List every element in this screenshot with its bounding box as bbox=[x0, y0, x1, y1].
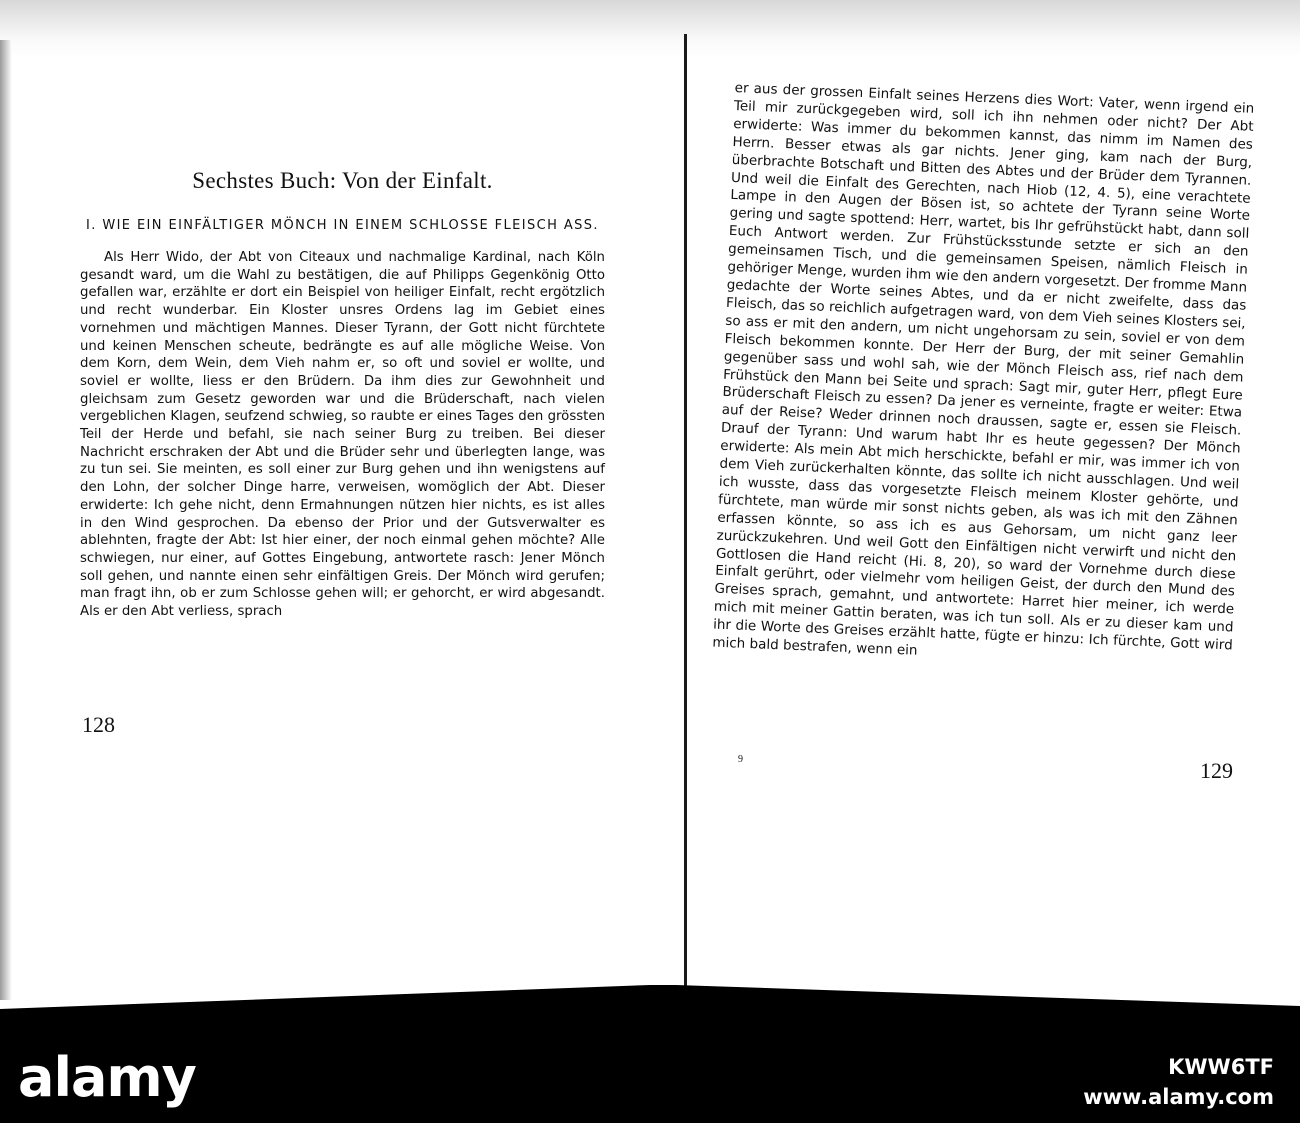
right-page-number: 129 bbox=[1200, 758, 1233, 783]
left-page-edge bbox=[0, 40, 12, 1000]
left-page-number: 128 bbox=[82, 712, 115, 737]
signature-mark: 9 bbox=[738, 754, 743, 765]
watermark-code bbox=[1083, 1052, 1274, 1112]
chapter-title: Sechstes Buch: Von der Einfalt. bbox=[192, 168, 493, 193]
right-page bbox=[712, 80, 1255, 673]
image-code: KWW6TF bbox=[1168, 1055, 1274, 1079]
section-heading: I. WIE EIN EINFÄLTIGER MÖNCH IN EINEM SCHLOSSE FLEISCH ASS. bbox=[86, 218, 599, 233]
bottom-book-edge bbox=[0, 985, 1300, 1040]
book-gutter bbox=[684, 34, 687, 994]
watermark-banner bbox=[0, 1040, 1300, 1123]
right-page-text: er aus der grossen Einfalt seines Herzens dies Wort: Vater, wenn irgend ein Teil mir zurückgegeben wird, soll ich ihn nehmen oder nicht? Der Abt erwiderte: Was immer du bekommen kannst, das nimm im Namen des Herrn. Besser etwas als gar nichts. Jener ging, kam nach der Burg, überbrachte Botschaft und Bitten des Abtes und der Brüder dem Tyrannen. Und weil die Einfalt des Gerechten, nach Hiob (12, 4. 5), eine verachtete Lampe in den Augen der Bösen ist, so achtete der Tyrann seine Worte gering und sagte spottend: Herr, wartet, bis Ihr gefrühstückt habt, dann soll Euch Antwort werden. Zur Frühstücksstunde setzte er sich an den gemeinsamen Tisch, und die gemeinsamen Speisen, nämlich Fleisch in gehöriger Menge, wurden ihm wie den andern vorgesetzt. Der fromme Mann gedachte der Worte seines Abtes, und da er nicht zweifelte, dass das Fleisch, das so reichlich aufgetragen ward, von dem Vieh seines Klosters sei, so ass er mit den andern, um nicht ungehorsam zu sein, soviel er von dem Fleisch bekommen konnte. Der Herr der Burg, der mit seiner Gemahlin gegenüber sass und wohl sah, wie der Mönch Fleisch ass, rief nach dem Frühstück den Mann bei Seite und sprach: Sagt mir, guter Herr, pflegt Eure Brüderschaft Fleisch zu essen? Da jener es verneinte, fragte er weiter: Etwa auf der Reise? Weder drinnen noch draussen, sagte er, essen sie Fleisch. Drauf der Tyrann: Und warum habt Ihr es heute gegessen? Der Mönch erwiderte: Als mein Abt mich herschickte, befahl er mir, was immer ich von dem Vieh zurückerhalten könnte, das sollte ich nicht ausschlagen. Und weil ich wusste, dass das vorgesetzte Fleisch meinem Kloster gehörte, und fürchtete, man würde mir sonst nichts geben, als was ich mit den Zähnen erfassen könnte, so ass ich es aus Gehorsam, um nicht ganz leer zurückzukehren. Und weil Gott den Einfältigen nicht verwirft und nicht den Gottlosen die Hand reicht (Hi. 8, 20), so ward der Vornehme durch diese Einfalt gerührt, oder vielmehr vom heiligen Geist, der durch den Mund des Greises sprach, gemahnt, und antwortete: Harret hier meiner, ich werde mich mit meiner Gattin beraten, was ich tun soll. Als er zu dieser kam und ihr die Worte des Greises erzählt hatte, fügte er hinzu: Ich fürchte, Gott wird mich bald bestrafen, wenn ein bbox=[712, 80, 1255, 659]
left-page-text: Als Herr Wido, der Abt von Citeaux und nachmalige Kardinal, nach Köln gesandt ward, um die Wahl zu bestätigen, die auf Philipps Gegenkönig Otto gefallen war, erzählte er dort ein Beispiel von heiliger Einfalt, recht ergötzlich und recht wunderbar. Ein Kloster unsres Ordens lag im Gebiet eines vornehmen und mächtigen Mannes. Dieser Tyrann, der Gott nicht fürchtete und keinen Menschen scheute, bedrängte es auf alle mögliche Weise. Von dem Korn, dem Wein, dem Vieh nahm er, so oft und soviel er wollte, und soviel er wollte, liess er den Brüdern. Da ihm dies zur Gewohnheit und gleichsam zum Gesetz geworden war und die Brüderschaft, nach vielen vergeblichen Klagen, seufzend schwieg, so raubte er eines Tages den grössten Teil der Herde und befahl, sie nach seiner Burg zu treiben. Bei dieser Nachricht erschraken der Abt und die Brüder sehr und überlegten lange, was zu tun sei. Sie meinten, es soll einer zur Burg gehen und ihn wenigstens auf den Lohn, der solcher Dinge harre, verweisen, womöglich der Abt. Dieser erwiderte: Ich gehe nicht, denn Ermahnungen nützen hier nichts, es ist alles in den Wind gesprochen. Da ebenso der Prior und der Gutsverwalter es ablehnten, fragte der Abt: Ist hier einer, der noch einmal gehen möchte? Alle schwiegen, nur einer, auf Gottes Eingebung, antwortete rasch: Jener Mönch soll gehen, und nannte einen sehr einfältigen Greis. Der Mönch wird gerufen; man fragt ihn, ob er zum Schlosse gehen will; er gehorcht, er wird abgesandt. Als er den Abt verliess, sprach bbox=[80, 250, 605, 620]
top-shadow bbox=[0, 0, 1300, 58]
watermark-url: www.alamy.com bbox=[1083, 1085, 1274, 1109]
watermark-logo: alamy bbox=[18, 1046, 196, 1109]
left-page bbox=[80, 160, 605, 621]
